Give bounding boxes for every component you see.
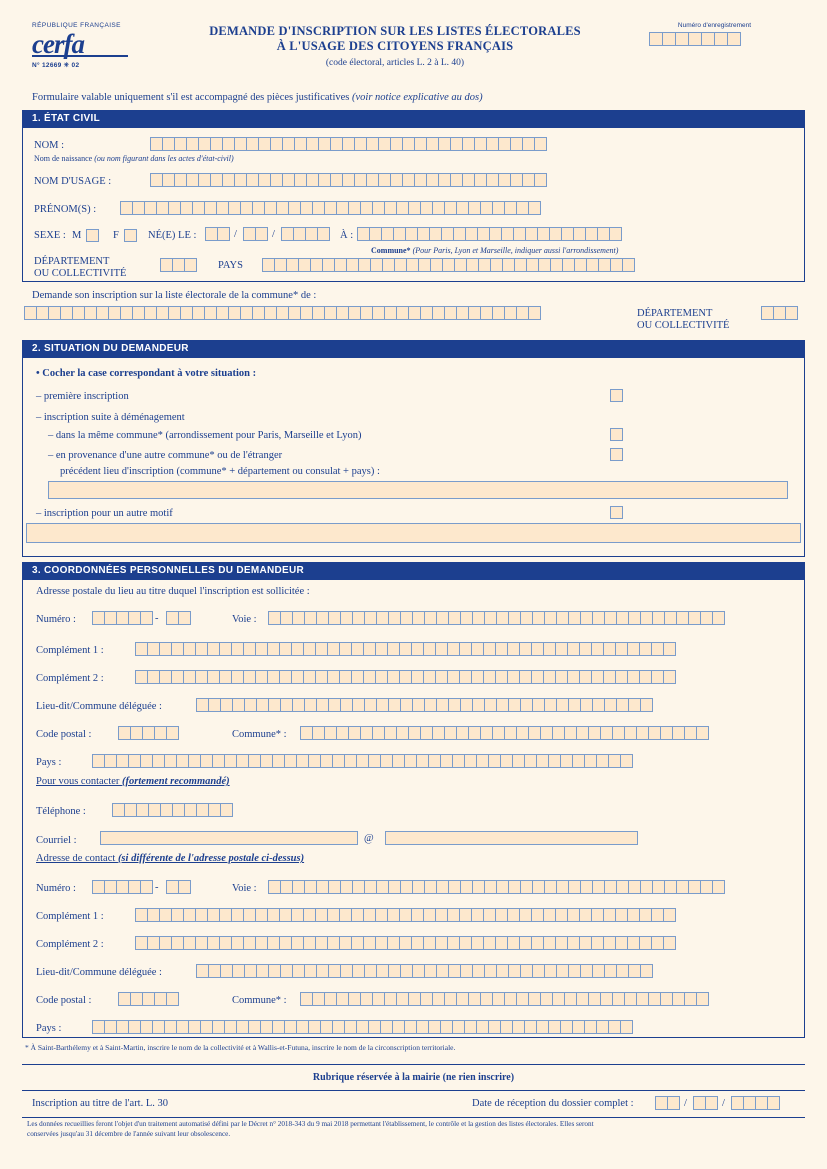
validity-note-italic: (voir notice explicative au dos): [352, 92, 483, 103]
input-cell[interactable]: [609, 227, 622, 241]
input-cell[interactable]: [178, 880, 191, 894]
contact-commune-input[interactable]: [300, 992, 708, 1006]
input-cell[interactable]: [255, 227, 268, 241]
input-cell[interactable]: [534, 137, 547, 151]
footer-divider-mid: [22, 1090, 805, 1091]
contact-complement2-input[interactable]: [135, 936, 675, 950]
lieudit-input[interactable]: [196, 698, 652, 712]
registration-number-block: [637, 22, 797, 46]
contact-lieudit-label: Lieu-dit/Commune déléguée :: [36, 967, 162, 978]
input-cell[interactable]: [727, 32, 741, 46]
departement-label-l2: OU COLLECTIVITÉ: [34, 268, 127, 279]
complement1-label: Complément 1 :: [36, 645, 104, 656]
commune-note-italic: (Pour Paris, Lyon et Marseille, indiquer aussi l'arrondissement): [412, 246, 619, 255]
option-autre-motif-checkbox[interactable]: [610, 506, 623, 519]
input-cell[interactable]: [675, 32, 689, 46]
commune-note: [371, 246, 618, 255]
form-title-line3: (code électoral, articles L. 2 à L. 40): [325, 58, 465, 68]
option-premiere-inscription-checkbox[interactable]: [610, 389, 623, 402]
option-demenagement-label: – inscription suite à déménagement: [36, 412, 185, 423]
validity-note: [32, 92, 483, 103]
contact-title: [36, 776, 230, 787]
input-cell[interactable]: [714, 32, 728, 46]
form-title-line1: DEMANDE D'INSCRIPTION SUR LES LISTES ÉLECTORALES: [209, 24, 581, 38]
input-cell[interactable]: [166, 992, 179, 1006]
input-cell[interactable]: [696, 726, 709, 740]
section1-bar: 1. ÉTAT CIVIL: [22, 110, 805, 127]
input-cell[interactable]: [712, 611, 725, 625]
legal-notice: [27, 1120, 807, 1139]
registration-number-input[interactable]: [649, 32, 797, 46]
prenom-label: PRÉNOM(S) :: [34, 204, 97, 215]
input-cell[interactable]: [140, 880, 153, 894]
code-postal-label: Code postal :: [36, 729, 92, 740]
numero-dash: -: [155, 613, 159, 624]
contact-numero-dash: -: [155, 882, 159, 893]
cerfa-number: N° 12669 ✳ 02: [32, 62, 80, 69]
courriel-domain-input[interactable]: [385, 831, 638, 845]
option-autre-commune-label: – en provenance d'une autre commune* ou de l'étranger: [48, 450, 283, 461]
contact-lieudit-input[interactable]: [196, 964, 652, 978]
precedent-lieu-input[interactable]: [48, 481, 788, 499]
input-cell[interactable]: [667, 1096, 680, 1110]
date-sep-2: /: [272, 229, 275, 240]
contact-complement1-input[interactable]: [135, 908, 675, 922]
contact-code-postal-input[interactable]: [118, 992, 178, 1006]
option-autre-commune-checkbox[interactable]: [610, 448, 623, 461]
pays-label: PAYS: [218, 260, 243, 271]
voie-input[interactable]: [268, 611, 724, 625]
complement2-label: Complément 2 :: [36, 673, 104, 684]
contact-pays-label: Pays :: [36, 1023, 62, 1034]
sexe-label: SEXE :: [34, 230, 66, 241]
option-meme-commune-label: – dans la même commune* (arrondissement pour Paris, Marseille et Lyon): [48, 430, 362, 441]
section3-bar: 3. COORDONNÉES PERSONNELLES DU DEMANDEUR: [22, 562, 805, 579]
contact-code-postal-label: Code postal :: [36, 995, 92, 1006]
demande-label: Demande son inscription sur la liste électorale de la commune* de :: [32, 290, 317, 301]
input-cell[interactable]: [528, 306, 541, 320]
input-cell[interactable]: [785, 306, 798, 320]
nom-usage-label: NOM D'USAGE :: [34, 176, 112, 187]
complement2-input[interactable]: [135, 670, 675, 684]
complement1-input[interactable]: [135, 642, 675, 656]
input-cell[interactable]: [663, 670, 676, 684]
birth-month-input[interactable]: [243, 227, 267, 241]
footer-divider-top: [22, 1064, 805, 1065]
input-cell[interactable]: [534, 173, 547, 187]
input-cell[interactable]: [220, 803, 233, 817]
demande-departement-l2: OU COLLECTIVITÉ: [637, 320, 730, 331]
input-cell[interactable]: [705, 1096, 718, 1110]
date-sep-1: /: [234, 229, 237, 240]
departement-input[interactable]: [160, 258, 196, 272]
date-reception-sep2: /: [722, 1098, 725, 1109]
telephone-label: Téléphone :: [36, 806, 86, 817]
commune-input[interactable]: [300, 726, 708, 740]
contact-title-bold: (fortement recommandé): [122, 776, 230, 787]
demande-commune-input[interactable]: [24, 306, 540, 320]
validity-note-text: Formulaire valable uniquement s'il est accompagné des pièces justificatives: [32, 92, 352, 103]
input-cell[interactable]: [688, 32, 702, 46]
republic-label: RÉPUBLIQUE FRANÇAISE: [32, 22, 121, 29]
date-reception-month-input[interactable]: [693, 1096, 717, 1110]
nom-sublabel-italic: (ou nom figurant dans les actes d'état-civil): [94, 154, 234, 163]
option-meme-commune-checkbox[interactable]: [610, 428, 623, 441]
contact-address-title: [36, 853, 304, 864]
contact-title-text: Pour vous contacter: [36, 776, 123, 787]
input-cell[interactable]: [620, 1020, 633, 1034]
ne-le-label: NÉ(E) LE :: [148, 230, 197, 241]
inscription-art-label: Inscription au titre de l'art. L. 30: [32, 1098, 169, 1109]
sexe-m-label: M: [72, 230, 82, 241]
prenom-input[interactable]: [120, 201, 540, 215]
date-reception-year-input[interactable]: [731, 1096, 779, 1110]
demande-departement-label: [637, 308, 729, 332]
input-cell[interactable]: [701, 32, 715, 46]
contact-voie-input[interactable]: [268, 880, 724, 894]
footer-divider-bottom: [22, 1117, 805, 1118]
contact-numero-suffix-input[interactable]: [166, 880, 190, 894]
pays-input[interactable]: [262, 258, 634, 272]
form-title: [160, 24, 630, 68]
birth-place-input[interactable]: [357, 227, 621, 241]
input-cell[interactable]: [640, 964, 653, 978]
numero-input[interactable]: [92, 611, 152, 625]
departement-label-l1: DÉPARTEMENT: [34, 256, 110, 267]
contact-complement1-label: Complément 1 :: [36, 911, 104, 922]
input-cell[interactable]: [140, 611, 153, 625]
registration-number-label: Numéro d'enregistrement: [677, 22, 752, 29]
mairie-section-title: Rubrique réservée à la mairie (ne rien inscrire): [312, 1072, 515, 1083]
nom-sublabel-text: Nom de naissance: [34, 154, 95, 163]
date-reception-day-input[interactable]: [655, 1096, 679, 1110]
nom-usage-input[interactable]: [150, 173, 546, 187]
input-cell[interactable]: [696, 992, 709, 1006]
contact-pays-input[interactable]: [92, 1020, 632, 1034]
section2-bar: 2. SITUATION DU DEMANDEUR: [22, 340, 805, 357]
contact-address-title-bold: (si différente de l'adresse postale ci-dessus): [117, 853, 305, 864]
input-cell[interactable]: [662, 32, 676, 46]
date-reception-label: Date de réception du dossier complet :: [472, 1098, 634, 1109]
input-cell[interactable]: [166, 726, 179, 740]
input-cell[interactable]: [663, 908, 676, 922]
numero-suffix-input[interactable]: [166, 611, 190, 625]
input-cell[interactable]: [178, 611, 191, 625]
autre-motif-input[interactable]: [26, 523, 801, 543]
birth-year-input[interactable]: [281, 227, 329, 241]
input-cell[interactable]: [217, 227, 230, 241]
section3-intro: Adresse postale du lieu au titre duquel l'inscription est sollicitée :: [36, 586, 310, 597]
contact-commune-label: Commune* :: [232, 995, 287, 1006]
cerfa-logo: cerfa: [32, 29, 84, 59]
form-title-line2: À L'USAGE DES CITOYENS FRANÇAIS: [276, 39, 514, 53]
pays3-input[interactable]: [92, 754, 632, 768]
input-cell[interactable]: [317, 227, 330, 241]
sexe-m-checkbox[interactable]: [86, 229, 99, 242]
contact-address-title-text: Adresse de contact: [36, 853, 118, 864]
legal-notice-line1: Les données recueillies feront l'objet d'un traitement automatisé défini par le Décret n° 2018-343 du 9 mai 2018 permettant l'établissement, le contrôle et la gestion des listes électorales. Elles seront: [27, 1120, 594, 1128]
contact-numero-input[interactable]: [92, 880, 152, 894]
courriel-local-input[interactable]: [100, 831, 358, 845]
input-cell[interactable]: [663, 642, 676, 656]
footnote: * À Saint-Barthélemy et à Saint-Martin, inscrire le nom de la collectivité et à Wallis-et-Futuna, inscrire le nom de la circonscription territoriale.: [25, 1043, 456, 1052]
date-reception-sep1: /: [684, 1098, 687, 1109]
input-cell[interactable]: [622, 258, 635, 272]
section2-intro: • Cocher la case correspondant à votre situation :: [36, 368, 257, 379]
nom-label: NOM :: [34, 140, 65, 151]
commune-label: Commune* :: [232, 729, 287, 740]
input-cell[interactable]: [620, 754, 633, 768]
nom-input[interactable]: [150, 137, 546, 151]
nom-sublabel: [34, 154, 234, 163]
input-cell[interactable]: [767, 1096, 780, 1110]
lieudit-label: Lieu-dit/Commune déléguée :: [36, 701, 162, 712]
demande-departement-input[interactable]: [761, 306, 797, 320]
demande-departement-l1: DÉPARTEMENT: [637, 308, 713, 319]
input-cell[interactable]: [528, 201, 541, 215]
option-autre-motif-label: – inscription pour un autre motif: [36, 508, 173, 519]
departement-label: [34, 256, 126, 280]
option-premiere-inscription-label: – première inscription: [36, 391, 129, 402]
a-label: À :: [340, 230, 354, 241]
courriel-at: @: [364, 833, 374, 844]
sexe-f-label: F: [113, 230, 119, 241]
voie-label: Voie :: [232, 614, 257, 625]
pays3-label: Pays :: [36, 757, 62, 768]
legal-notice-line2: conservées jusqu'au 31 décembre de l'année suivant leur obsolescence.: [27, 1129, 231, 1138]
contact-complement2-label: Complément 2 :: [36, 939, 104, 950]
numero-label: Numéro :: [36, 614, 76, 625]
contact-numero-label: Numéro :: [36, 883, 76, 894]
commune-note-bold: Commune*: [371, 246, 411, 255]
input-cell[interactable]: [712, 880, 725, 894]
input-cell[interactable]: [663, 936, 676, 950]
option-autre-commune-sublabel: précédent lieu d'inscription (commune* + département ou consulat + pays) :: [60, 466, 380, 477]
birth-day-input[interactable]: [205, 227, 229, 241]
sexe-f-checkbox[interactable]: [124, 229, 137, 242]
input-cell[interactable]: [649, 32, 663, 46]
code-postal-input[interactable]: [118, 726, 178, 740]
input-cell[interactable]: [640, 698, 653, 712]
telephone-input[interactable]: [112, 803, 232, 817]
contact-voie-label: Voie :: [232, 883, 257, 894]
courriel-label: Courriel :: [36, 835, 77, 846]
republic-logo-block: [32, 22, 152, 69]
input-cell[interactable]: [184, 258, 197, 272]
